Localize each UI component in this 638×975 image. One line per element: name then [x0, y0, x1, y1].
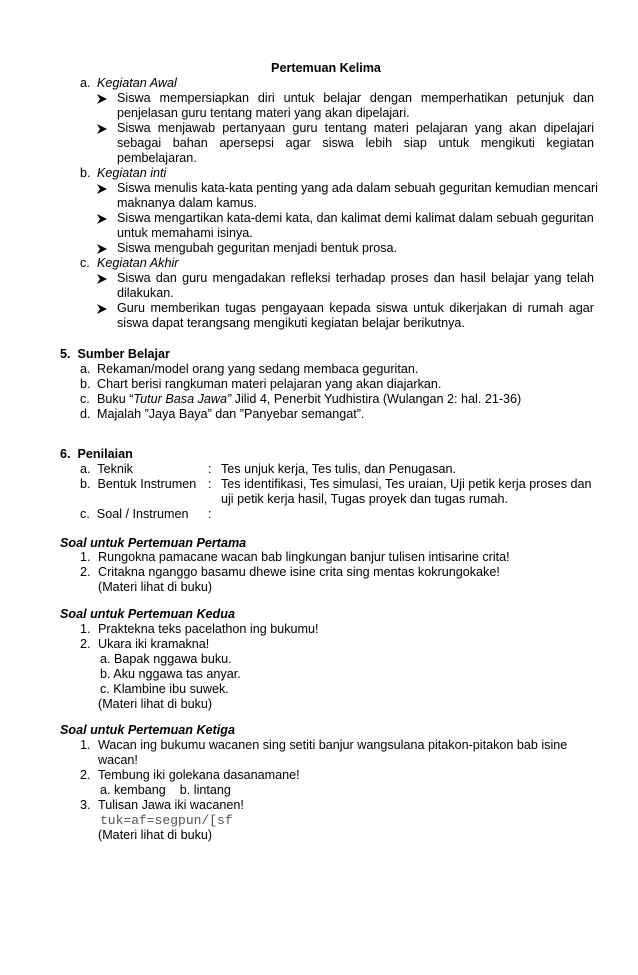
arrow-bullet-icon: [97, 121, 109, 134]
section-b-title: Kegiatan inti: [97, 166, 167, 180]
penilaian-row-value: Tes unjuk kerja, Tes tulis, dan Penugasan.: [221, 462, 456, 476]
section-b-item-2-line-1: Siswa mengartikan kata-demi kata, dan kalimat demi kalimat dalam sebuah geguritan: [117, 211, 594, 225]
sumber-book-title: Tutur Basa Jawa”: [133, 392, 232, 406]
soal1-heading: Soal untuk Pertemuan Pertama: [60, 536, 247, 550]
soal3-heading: Soal untuk Pertemuan Ketiga: [60, 723, 235, 737]
javanese-script-text: tuk=af=segpun/[sf: [100, 813, 233, 828]
penilaian-row-colon: :: [208, 507, 212, 521]
arrow-bullet-icon: [97, 91, 109, 104]
soal3-item-text: Tulisan Jawa iki wacanen!: [98, 798, 244, 812]
page-title: Pertemuan Kelima: [271, 61, 381, 75]
section-c-title: Kegiatan Akhir: [97, 256, 179, 270]
soal2-item-text: Ukara iki kramakna!: [98, 637, 210, 651]
section-a-item-2-line-3: pembelajaran.: [117, 151, 197, 165]
soal2-item-number: 2.: [80, 637, 91, 651]
sumber-book-suffix: Jilid 4, Penerbit Yudhistira (Wulangan 2: hal. 21-36): [231, 392, 522, 406]
arrow-bullet-icon: [97, 271, 109, 284]
arrow-bullet-icon: [97, 301, 109, 314]
section-a-title: Kegiatan Awal: [97, 76, 177, 90]
penilaian-row-colon: :: [208, 477, 212, 491]
soal2-subitem: b. Aku nggawa tas anyar.: [100, 667, 241, 681]
section-c-item-2-line-2: siswa dapat terangsang mengikuti kegiatan belajar berikutnya.: [117, 316, 465, 330]
penilaian-row-value: Tes identifikasi, Tes simulasi, Tes uraian, Uji petik kerja proses dan: [221, 477, 592, 491]
section-c-label: c.: [80, 256, 90, 270]
soal2-item-number: 1.: [80, 622, 91, 636]
sumber-item-label: a.: [80, 362, 91, 376]
soal3-item-number: 1.: [80, 738, 91, 752]
section-b-item-3-line-1: Siswa mengubah geguritan menjadi bentuk prosa.: [117, 241, 398, 255]
soal3-note: (Materi lihat di buku): [98, 828, 213, 842]
soal2-subitem: a. Bapak nggawa buku.: [100, 652, 232, 666]
soal1-item-text: Rungokna pamacane wacan bab lingkungan banjur tulisen intisarine crita!: [98, 550, 510, 564]
section-c-item-1-line-1: Siswa dan guru mengadakan refleksi terhadap proses dan hasil belajar yang telah: [117, 271, 594, 285]
arrow-bullet-icon: [97, 241, 109, 254]
arrow-bullet-icon: [97, 181, 109, 194]
penilaian-row-value: uji petik kerja hasil, Tugas proyek dan tugas rumah.: [221, 492, 509, 506]
soal1-item-number: 1.: [80, 550, 91, 564]
section-b-label: b.: [80, 166, 91, 180]
soal3-item-text: Tembung iki golekana dasanamane!: [98, 768, 300, 782]
sumber-item-text: Rekaman/model orang yang sedang membaca geguritan.: [97, 362, 419, 376]
section-a-item-1-line-1: Siswa mempersiapkan diri untuk belajar dengan memperhatikan petunjuk dan: [117, 91, 594, 105]
sumber-book-prefix: Buku “: [97, 392, 134, 406]
soal3-item-text: wacan!: [98, 753, 138, 767]
soal1-note: (Materi lihat di buku): [98, 580, 213, 594]
penilaian-row-colon: :: [208, 462, 212, 476]
soal3-item-number: 2.: [80, 768, 91, 782]
section-b-item-1-line-1: Siswa menulis kata-kata penting yang ada dalam sebuah geguritan kemudian mencari: [117, 181, 598, 195]
soal2-item-text: Praktekna teks pacelathon ing bukumu!: [98, 622, 319, 636]
section-b-item-2-line-2: untuk memahami isinya.: [117, 226, 253, 240]
section-c-item-2-line-1: Guru memberikan tugas pengayaan kepada siswa untuk dikerjakan di rumah agar: [117, 301, 594, 315]
sumber-item-label: c.: [80, 392, 90, 406]
soal3-subitem: a. kembang b. lintang: [100, 783, 231, 797]
soal3-item-number: 3.: [80, 798, 91, 812]
sumber-item-text: Majalah ”Jaya Baya” dan ”Panyebar semangat”.: [97, 407, 365, 421]
section-c-item-1-line-2: dilakukan.: [117, 286, 174, 300]
penilaian-heading: 6. Penilaian: [60, 447, 133, 461]
soal2-subitem: c. Klambine ibu suwek.: [100, 682, 229, 696]
soal1-item-number: 2.: [80, 565, 91, 579]
penilaian-row-label: a. Teknik: [80, 462, 133, 476]
sumber-heading: 5. Sumber Belajar: [60, 347, 170, 361]
section-a-item-2-line-1: Siswa menjawab pertanyaan guru tentang materi pelajaran yang akan dipelajari: [117, 121, 594, 135]
soal1-item-text: Critakna nganggo basamu dhewe isine crita sing mentas kokrungokake!: [98, 565, 500, 579]
penilaian-row-label: c. Soal / Instrumen: [80, 507, 189, 521]
section-a-item-2-line-2: sebagai bahan apersepsi agar siswa lebih siap untuk mengikuti kegiatan: [117, 136, 594, 150]
sumber-item-text: Chart berisi rangkuman materi pelajaran yang akan diajarkan.: [97, 377, 442, 391]
sumber-item-label: b.: [80, 377, 91, 391]
section-a-label: a.: [80, 76, 91, 90]
section-a-item-1-line-2: penjelasan guru tentang materi yang akan dipelajari.: [117, 106, 410, 120]
sumber-item-text: [97, 392, 521, 407]
soal2-note: (Materi lihat di buku): [98, 697, 213, 711]
sumber-item-label: d.: [80, 407, 91, 421]
soal2-heading: Soal untuk Pertemuan Kedua: [60, 607, 235, 621]
section-b-item-1-line-2: maknanya dalam kamus.: [117, 196, 257, 210]
soal3-item-text: Wacan ing bukumu wacanen sing setiti banjur wangsulana pitakon-pitakon bab isine: [98, 738, 568, 752]
penilaian-row-label: b. Bentuk Instrumen: [80, 477, 197, 491]
arrow-bullet-icon: [97, 211, 109, 224]
